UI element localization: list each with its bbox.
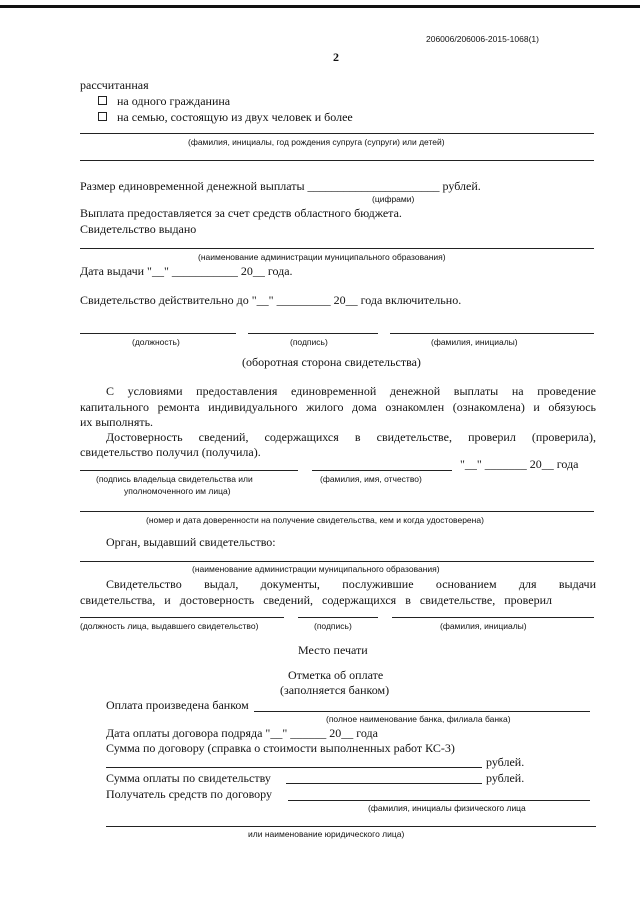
recipient-label: Получатель средств по договору — [106, 787, 272, 801]
seal-place: Место печати — [298, 643, 368, 657]
reverse-side-title: (оборотная сторона свидетельства) — [242, 355, 421, 369]
admin-caption: (наименование администрации муниципального образования) — [198, 252, 446, 262]
certificate-sum-label: Сумма оплаты по свидетельству — [106, 771, 271, 785]
owner-signature-caption-2: уполномоченного им лица) — [124, 486, 231, 496]
contract-sum-label: Сумма по договору (справка о стоимости выполненных работ КС-3) — [106, 741, 455, 755]
position-line[interactable] — [80, 333, 236, 334]
option-single[interactable]: на одного гражданина — [98, 94, 230, 108]
contract-sum-currency: рублей. — [486, 755, 525, 769]
family-caption: (фамилия, инициалы, год рождения супруга (супруги) или детей) — [188, 137, 445, 147]
payment-mark-subtitle: (заполняется банком) — [280, 683, 390, 697]
document-code: 206006/206006-2015-1068(1) — [426, 34, 539, 44]
family-line-2[interactable] — [80, 160, 594, 161]
owner-name-line[interactable] — [312, 470, 452, 471]
payment-mark-title: Отметка об оплате — [288, 668, 384, 682]
issuer-name-line[interactable] — [392, 617, 594, 618]
power-of-attorney-caption: (номер и дата доверенности на получение свидетельства, кем и когда удостоверена) — [146, 515, 484, 525]
checkbox-single[interactable] — [98, 96, 107, 105]
admin-line[interactable] — [80, 248, 594, 249]
issuing-admin-caption: (наименование администрации муниципального образования) — [192, 564, 440, 574]
name-line[interactable] — [390, 333, 594, 334]
legal-entity-line[interactable] — [106, 826, 596, 827]
position-caption: (должность) — [132, 337, 180, 347]
amount-label: Размер единовременной денежной выплаты ______________________ рублей. — [80, 179, 481, 193]
signature-caption: (подпись) — [290, 337, 328, 347]
signature-line[interactable] — [248, 333, 378, 334]
issuer-name-caption: (фамилия, инициалы) — [440, 621, 527, 631]
owner-name-caption: (фамилия, имя, отчество) — [320, 474, 422, 484]
issuing-body-label: Орган, выдавший свидетельство: — [106, 535, 276, 549]
family-line[interactable] — [80, 133, 594, 134]
verify-line-1: Достоверность сведений, содержащихся в свидетельстве, проверил (проверила), — [106, 430, 596, 444]
issuer-signature-line[interactable] — [298, 617, 378, 618]
payment-source: Выплата предоставляется за счет средств областного бюджета. — [80, 206, 402, 220]
legal-entity-caption: или наименование юридического лица) — [248, 829, 405, 839]
contract-sum-line[interactable] — [106, 767, 482, 768]
terms-line-3: их выполнять. — [80, 415, 154, 429]
issued-to-label: Свидетельство выдано — [80, 222, 197, 236]
issuer-position-caption: (должность лица, выдавшего свидетельство) — [80, 621, 259, 631]
paid-by-bank-label: Оплата произведена банком — [106, 698, 249, 712]
top-border — [0, 5, 640, 8]
name-caption: (фамилия, инициалы) — [431, 337, 518, 347]
valid-until: Свидетельство действительно до "__" _________ 20__ года включительно. — [80, 293, 462, 307]
terms-line-2: капитального ремонта индивидуального жилого дома ознакомлен (ознакомлена) и обязуюсь — [80, 400, 596, 414]
option-family[interactable]: на семью, состоящую из двух человек и более — [98, 110, 353, 124]
issuer-signature-caption: (подпись) — [314, 621, 352, 631]
receipt-date: "__" _______ 20__ года — [460, 457, 579, 471]
contract-payment-date: Дата оплаты договора подряда "__" ______ 20__ года — [106, 726, 378, 740]
page-number: 2 — [333, 50, 339, 64]
calculated-label: рассчитанная — [80, 78, 149, 92]
terms-line-1: С условиями предоставления единовременной денежной выплаты на проведение — [106, 384, 596, 398]
figures-caption: (цифрами) — [372, 194, 415, 204]
issue-date: Дата выдачи "__" ___________ 20__ года. — [80, 264, 293, 278]
issued-by-line-2: свидетельства, и достоверность сведений, содержащихся в свидетельстве, проверил — [80, 593, 552, 607]
recipient-person-caption: (фамилия, инициалы физического лица — [368, 803, 526, 813]
power-of-attorney-line[interactable] — [80, 511, 594, 512]
issuer-position-line[interactable] — [80, 617, 284, 618]
issuing-body-line[interactable] — [80, 561, 594, 562]
owner-signature-caption: (подпись владельца свидетельства или — [96, 474, 253, 484]
recipient-line[interactable] — [288, 800, 590, 801]
issued-by-line-1: Свидетельство выдал, документы, послужившие основанием для выдачи — [106, 577, 596, 591]
bank-name-line[interactable] — [254, 711, 590, 712]
checkbox-family[interactable] — [98, 112, 107, 121]
certificate-sum-currency: рублей. — [486, 771, 525, 785]
certificate-sum-line[interactable] — [286, 783, 482, 784]
owner-signature-line[interactable] — [80, 470, 298, 471]
bank-name-caption: (полное наименование банка, филиала банка) — [326, 714, 511, 724]
verify-line-2: свидетельство получил (получила). — [80, 445, 261, 459]
